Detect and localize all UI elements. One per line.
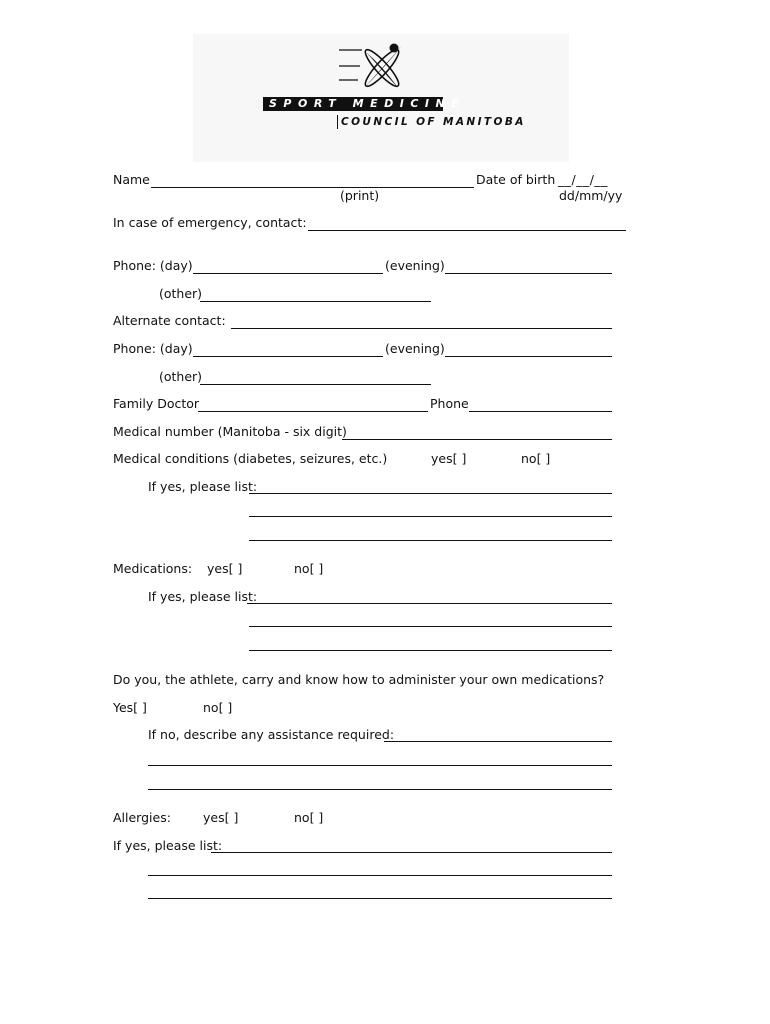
dob-field[interactable]: __/__/__ <box>558 172 608 187</box>
assistance-line-2[interactable] <box>148 765 612 766</box>
athlete-logo-icon <box>336 40 416 96</box>
alternate-contact-field[interactable] <box>231 328 612 329</box>
doctor-phone-label: Phone <box>430 396 469 411</box>
medications-list-line-2[interactable] <box>249 626 612 627</box>
phone-day-field-2[interactable] <box>193 356 383 357</box>
allergies-list-line-3[interactable] <box>148 898 612 899</box>
medications-yes-checkbox[interactable]: yes[ ] <box>207 561 243 576</box>
self-administer-yes-checkbox[interactable]: Yes[ ] <box>113 700 147 715</box>
assistance-line-1[interactable] <box>384 741 612 742</box>
phone-other-field-2[interactable] <box>200 384 431 385</box>
allergies-list-label: If yes, please list: <box>113 838 223 853</box>
emergency-contact-label: In case of emergency, contact: <box>113 215 307 230</box>
print-hint: (print) <box>340 188 380 203</box>
phone-evening-field[interactable] <box>445 273 612 274</box>
allergies-list-line-1[interactable] <box>211 852 612 853</box>
phone-day-label-2: Phone: (day) <box>113 341 193 356</box>
phone-other-label-2: (other) <box>159 369 203 384</box>
conditions-list-line-3[interactable] <box>249 540 612 541</box>
medications-list-label: If yes, please list: <box>148 589 258 604</box>
family-doctor-field[interactable] <box>198 411 428 412</box>
dob-label: Date of birth <box>476 172 556 187</box>
allergies-yes-checkbox[interactable]: yes[ ] <box>203 810 239 825</box>
allergies-no-checkbox[interactable]: no[ ] <box>294 810 324 825</box>
phone-other-label: (other) <box>159 286 203 301</box>
conditions-list-line-1[interactable] <box>249 493 612 494</box>
allergies-label: Allergies: <box>113 810 171 825</box>
dob-format-hint: dd/mm/yy <box>559 188 623 203</box>
phone-day-field[interactable] <box>193 273 383 274</box>
medical-number-label: Medical number (Manitoba - six digit) <box>113 424 347 439</box>
phone-day-label: Phone: (day) <box>113 258 193 273</box>
family-doctor-label: Family Doctor <box>113 396 200 411</box>
phone-evening-label: (evening) <box>385 258 445 273</box>
conditions-yes-checkbox[interactable]: yes[ ] <box>431 451 467 466</box>
conditions-list-line-2[interactable] <box>249 516 612 517</box>
doctor-phone-field[interactable] <box>469 411 612 412</box>
allergies-list-line-2[interactable] <box>148 875 612 876</box>
assistance-line-3[interactable] <box>148 789 612 790</box>
name-field[interactable] <box>151 187 474 188</box>
medications-list-line-1[interactable] <box>247 603 612 604</box>
medical-conditions-label: Medical conditions (diabetes, seizures, etc.) <box>113 451 388 466</box>
phone-evening-field-2[interactable] <box>445 356 612 357</box>
name-label: Name <box>113 172 150 187</box>
emergency-contact-field[interactable] <box>308 230 626 231</box>
medications-no-checkbox[interactable]: no[ ] <box>294 561 324 576</box>
conditions-list-label: If yes, please list: <box>148 479 258 494</box>
phone-evening-label-2: (evening) <box>385 341 445 356</box>
alternate-contact-label: Alternate contact: <box>113 313 226 328</box>
assistance-label: If no, describe any assistance required: <box>148 727 395 742</box>
phone-other-field[interactable] <box>200 301 431 302</box>
logo-line-council: COUNCIL OF MANITOBA <box>337 115 526 129</box>
medical-number-field[interactable] <box>342 439 612 440</box>
logo-line-sport-medicine: SPORT MEDICINE <box>263 97 443 111</box>
self-administer-no-checkbox[interactable]: no[ ] <box>203 700 233 715</box>
medications-label: Medications: <box>113 561 193 576</box>
medications-list-line-3[interactable] <box>249 650 612 651</box>
conditions-no-checkbox[interactable]: no[ ] <box>521 451 551 466</box>
self-administer-question: Do you, the athlete, carry and know how to administer your own medications? <box>113 672 605 687</box>
